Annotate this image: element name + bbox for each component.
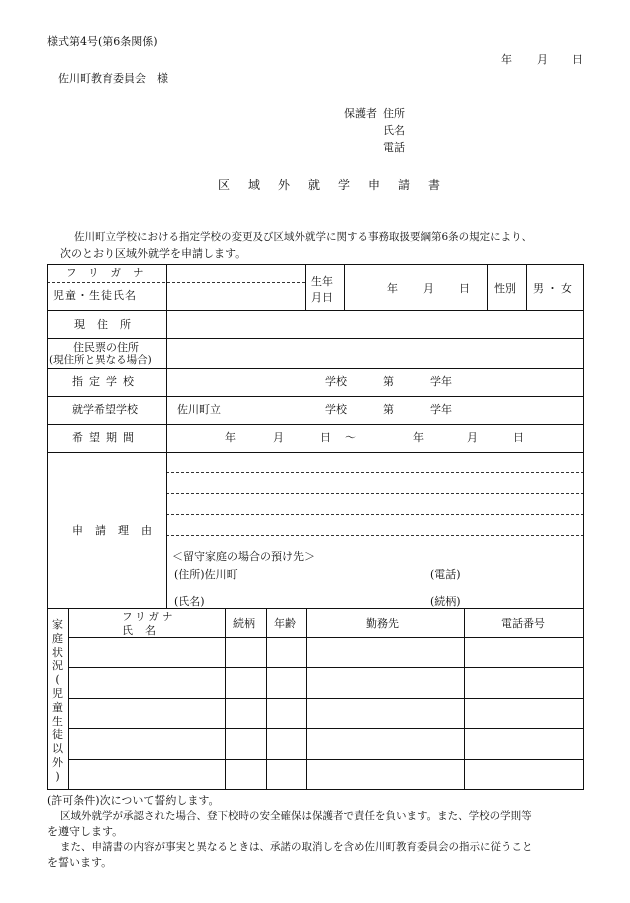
furigana-label: フリガナ <box>66 267 156 279</box>
guardian-address-label: 住所 <box>383 107 405 120</box>
date-year-label: 年 <box>501 53 512 66</box>
period-start-day: 日 <box>320 431 331 444</box>
birth-month-label: 月 <box>423 282 434 295</box>
custody-heading: ＜留守家庭の場合の預け先＞ <box>172 550 315 563</box>
custody-name-label: (氏名) <box>174 595 205 608</box>
child-name-label: 児童・生徒氏名 <box>53 289 137 302</box>
custody-relation-label: (続柄) <box>430 595 461 608</box>
conditions-para1-line2: を遵守します。 <box>47 825 124 838</box>
period-label: 希望期間 <box>72 431 140 444</box>
family-col-relation: 続柄 <box>233 617 255 630</box>
conditions-para1-line1: 区域外就学が承認された場合、登下校時の安全確保は保護者で責任を負います。また、学校の学則等 <box>60 810 532 822</box>
guardian-label: 保護者 <box>344 107 377 120</box>
birth-day-label: 日 <box>459 282 470 295</box>
desired-grade-prefix: 第 <box>383 403 394 416</box>
birthdate-label-2: 月日 <box>311 291 333 304</box>
birthdate-label-1: 生年 <box>311 275 333 288</box>
addressee: 佐川町教育委員会 様 <box>58 72 168 85</box>
form-number: 様式第4号(第6条関係) <box>47 35 158 48</box>
intro-line-2: 次のとおり区域外就学を申請します。 <box>60 247 247 260</box>
custody-address-label: (住所)佐川町 <box>174 568 238 581</box>
family-side-label: 家 庭 状 況 ( 児 童 生 徒 以 外 ) <box>52 618 63 783</box>
birth-year-label: 年 <box>387 282 398 295</box>
desired-school-town: 佐川町立 <box>177 403 221 416</box>
conditions-para2-line1: また、申請書の内容が事実と異なるときは、承諾の取消しを含め佐川町教育委員会の指示に従うこと <box>60 841 533 853</box>
document-title: 区域外就学申請書 <box>218 178 459 192</box>
intro-line-1: 佐川町立学校における指定学校の変更及び区域外就学に関する事務取扱要綱第6条の規定により、 <box>74 231 533 243</box>
reason-label: 申請理由 <box>72 524 164 537</box>
period-end-day: 日 <box>513 431 524 444</box>
period-end-year: 年 <box>413 431 424 444</box>
guardian-name-label: 氏名 <box>383 124 405 137</box>
period-start-year: 年 <box>225 431 236 444</box>
designated-grade-suffix: 学年 <box>430 375 452 388</box>
family-col-name: 氏名 <box>122 624 168 637</box>
family-col-age: 年齢 <box>274 617 296 630</box>
period-tilde: ～ <box>345 431 356 444</box>
guardian-phone-label: 電話 <box>383 141 405 154</box>
conditions-heading: (許可条件)次について誓約します。 <box>47 794 220 807</box>
conditions-para2-line2: を誓います。 <box>47 856 113 869</box>
sex-label: 性別 <box>494 282 516 295</box>
family-col-workplace: 勤務先 <box>366 617 399 630</box>
desired-grade-suffix: 学年 <box>430 403 452 416</box>
date-day-label: 日 <box>572 53 583 66</box>
registered-address-label-1: 住民票の住所 <box>73 341 139 354</box>
date-month-label: 月 <box>537 53 548 66</box>
desired-school-label: 就学希望学校 <box>72 403 138 416</box>
family-col-phone: 電話番号 <box>501 617 545 630</box>
sex-options: 男・女 <box>533 282 575 295</box>
desired-school-suffix: 学校 <box>325 403 347 416</box>
custody-phone-label: (電話) <box>430 568 461 581</box>
designated-grade-prefix: 第 <box>383 375 394 388</box>
period-start-month: 月 <box>273 431 284 444</box>
family-col-furigana: フリガナ <box>122 611 176 623</box>
designated-school-label: 指定学校 <box>72 375 140 388</box>
designated-school-suffix: 学校 <box>325 375 347 388</box>
period-end-month: 月 <box>467 431 478 444</box>
current-address-label: 現住所 <box>74 318 143 331</box>
registered-address-label-2: (現住所と異なる場合) <box>49 354 152 366</box>
